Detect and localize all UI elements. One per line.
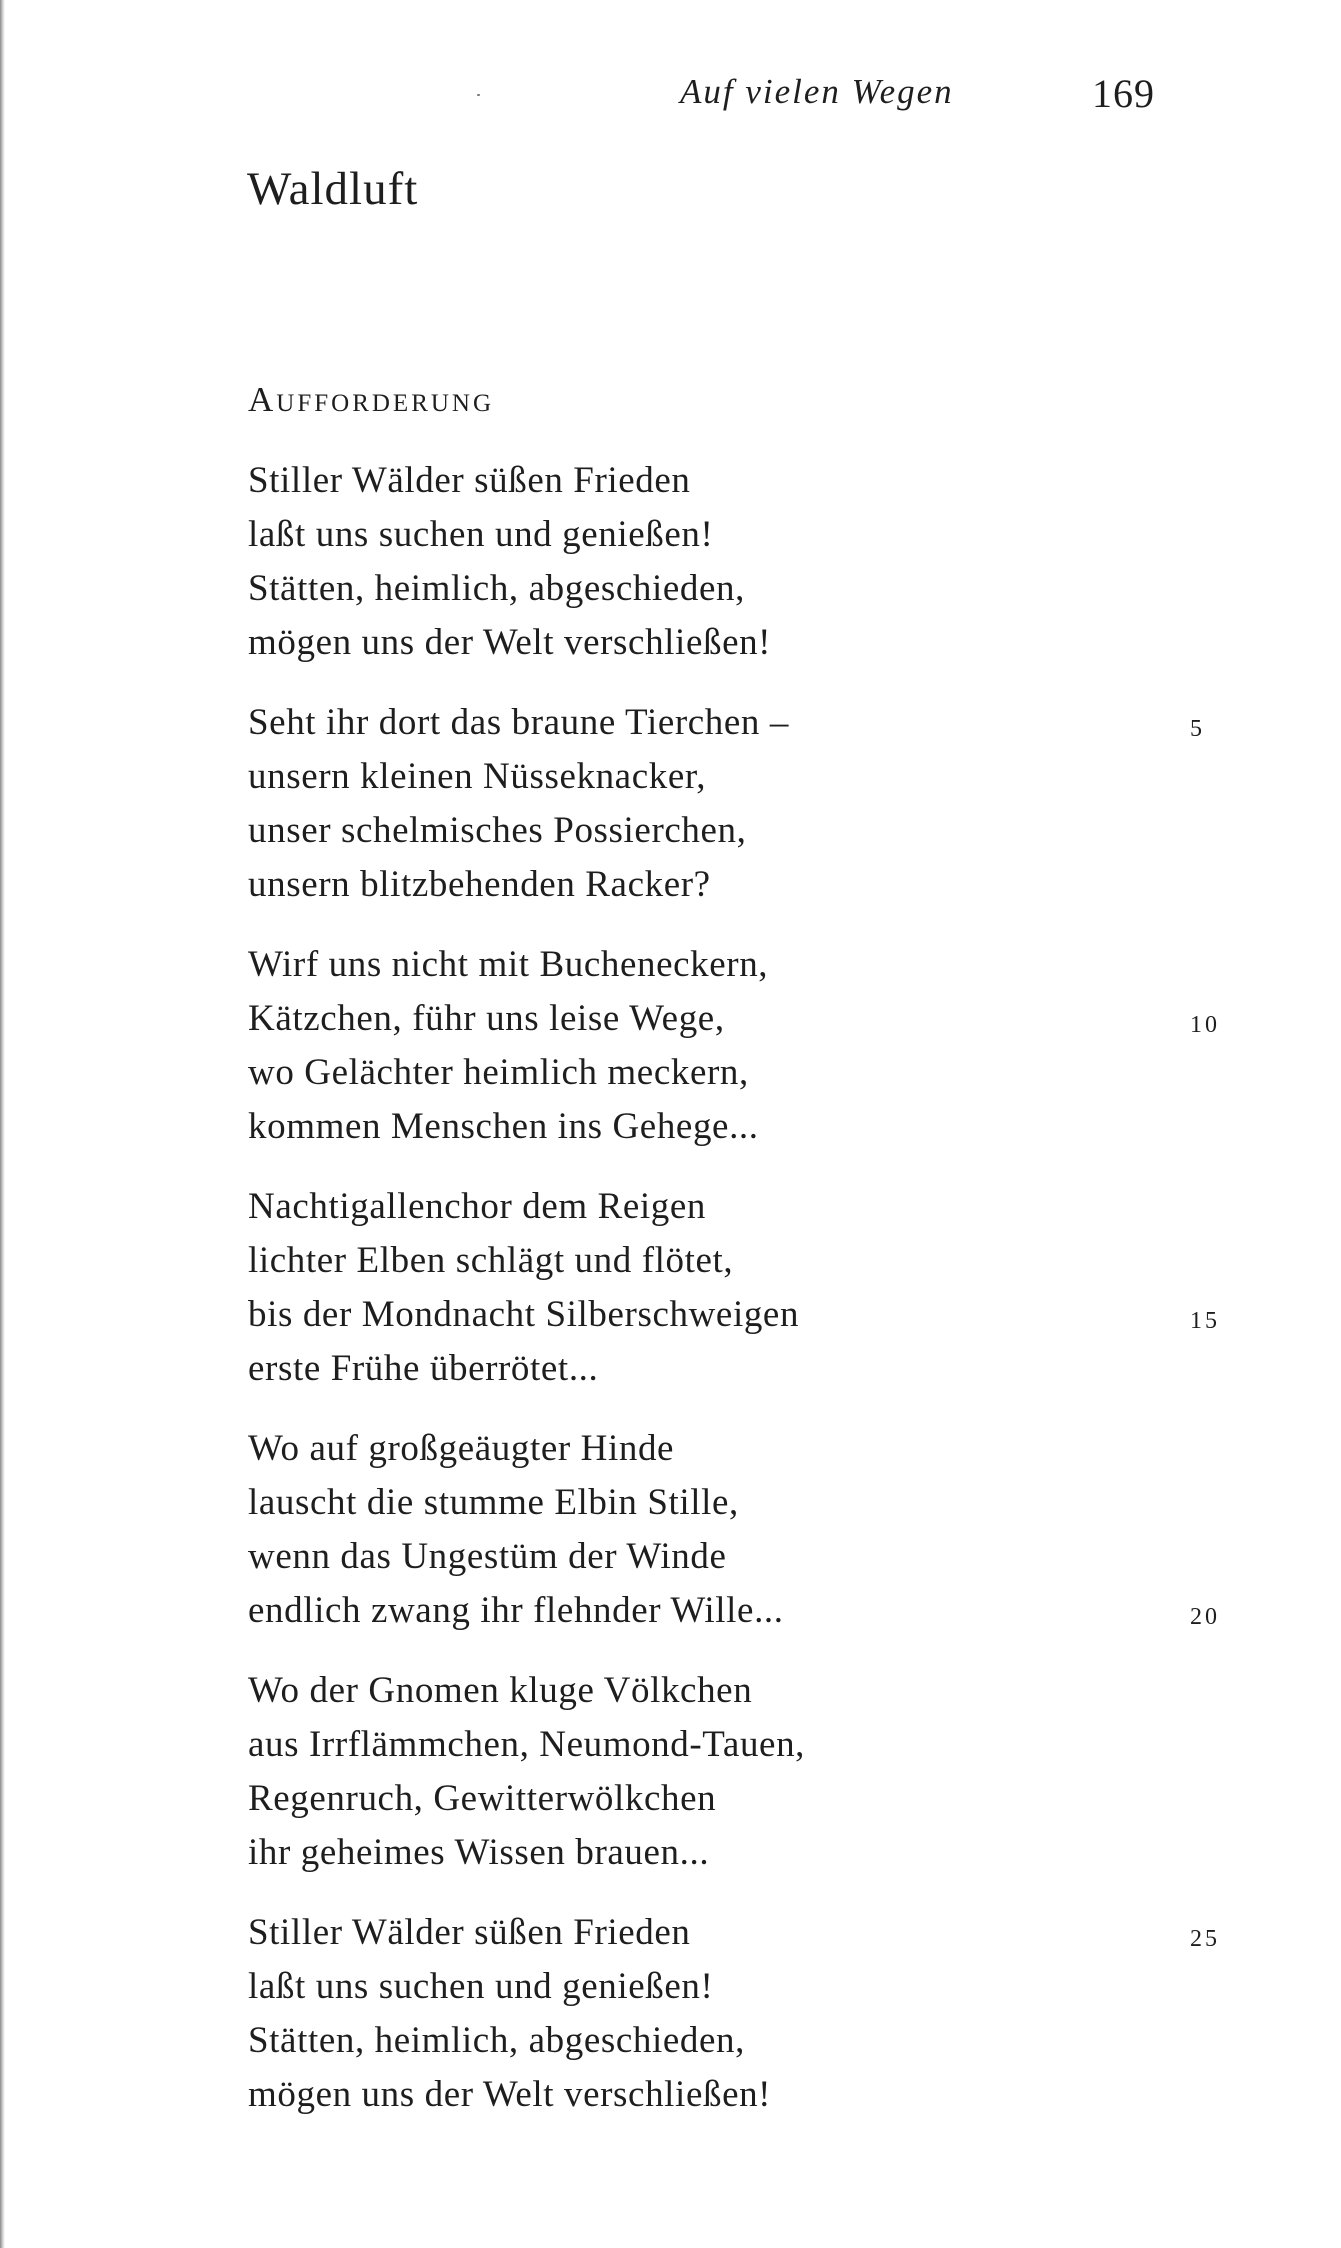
line-number: 20 — [1190, 1604, 1220, 1630]
running-head — [0, 72, 1341, 132]
stanza — [248, 938, 1248, 1154]
poem-line-text: ihr geheimes Wissen brauen... — [248, 1832, 710, 1873]
poem-line-text: Regenruch, Gewitterwölkchen — [248, 1778, 717, 1819]
poem-line-text: Seht ihr dort das braune Tierchen – — [248, 702, 789, 743]
stanza — [248, 454, 1248, 670]
poem-line-text: lauscht die stumme Elbin Stille, — [248, 1482, 739, 1523]
poem-line — [248, 1180, 1248, 1234]
poem-line-text: Kätzchen, führ uns leise Wege, — [248, 998, 725, 1039]
poem-line-text: bis der Mondnacht Silberschweigen — [248, 1294, 800, 1335]
poem-title: Waldluft — [247, 163, 419, 215]
poem-line — [248, 454, 1248, 508]
poem-line — [248, 562, 1248, 616]
poem-body — [248, 454, 1248, 2148]
poem-line — [248, 1476, 1248, 1530]
poem-line-text: Stätten, heimlich, abgeschieden, — [248, 568, 745, 609]
poem-line — [248, 858, 1248, 912]
poem-line — [248, 2014, 1248, 2068]
page-number: 169 — [1092, 71, 1155, 116]
poem-line — [248, 1960, 1248, 2014]
poem-line-text: unsern kleinen Nüsseknacker, — [248, 756, 707, 797]
poem-line — [248, 1772, 1248, 1826]
poem-line — [248, 2068, 1248, 2122]
poem-line-text: Stiller Wälder süßen Frieden — [248, 1912, 691, 1953]
poem-line — [248, 1664, 1248, 1718]
poem-line-text: lichter Elben schlägt und flötet, — [248, 1240, 734, 1281]
line-number: 15 — [1190, 1308, 1220, 1334]
poem-line — [248, 1100, 1248, 1154]
stanza — [248, 1906, 1248, 2122]
poem-line-text: erste Frühe überrötet... — [248, 1348, 599, 1389]
poem-line — [248, 1906, 1248, 1960]
stanza — [248, 1664, 1248, 1880]
poem-line-text: Wo auf großgeäugter Hinde — [248, 1428, 675, 1469]
running-title: Auf vielen Wegen — [680, 72, 954, 111]
poem-line — [248, 1288, 1248, 1342]
poem-line — [248, 1584, 1248, 1638]
section-heading: Aufforderung — [248, 380, 495, 419]
line-number: 10 — [1190, 1012, 1220, 1038]
line-number: 5 — [1190, 716, 1205, 742]
poem-line — [248, 1718, 1248, 1772]
poem-line-text: mögen uns der Welt verschließen! — [248, 622, 772, 663]
poem-line-text: kommen Menschen ins Gehege... — [248, 1106, 759, 1147]
poem-line — [248, 750, 1248, 804]
poem-line — [248, 1046, 1248, 1100]
poem-line-text: wenn das Ungestüm der Winde — [248, 1536, 727, 1577]
poem-line — [248, 992, 1248, 1046]
poem-line-text: unsern blitzbehenden Racker? — [248, 864, 711, 905]
poem-line-text: unser schelmisches Possierchen, — [248, 810, 747, 851]
stanza — [248, 696, 1248, 912]
poem-line — [248, 1234, 1248, 1288]
poem-line — [248, 804, 1248, 858]
poem-line-text: laßt uns suchen und genießen! — [248, 1966, 714, 2007]
poem-line-text: Stätten, heimlich, abgeschieden, — [248, 2020, 745, 2061]
poem-line — [248, 1826, 1248, 1880]
page-edge-shadow — [0, 0, 5, 2248]
poem-line-text: Wirf uns nicht mit Bucheneckern, — [248, 944, 769, 985]
poem-line-text: Stiller Wälder süßen Frieden — [248, 460, 691, 501]
poem-line-text: Nachtigallenchor dem Reigen — [248, 1186, 706, 1227]
poem-line — [248, 1342, 1248, 1396]
poem-line — [248, 696, 1248, 750]
poem-line-text: mögen uns der Welt verschließen! — [248, 2074, 772, 2115]
poem-line — [248, 1530, 1248, 1584]
poem-line — [248, 616, 1248, 670]
poem-line-text: laßt uns suchen und genießen! — [248, 514, 714, 555]
poem-line-text: wo Gelächter heimlich meckern, — [248, 1052, 749, 1093]
poem-line — [248, 1422, 1248, 1476]
stanza — [248, 1180, 1248, 1396]
poem-line — [248, 938, 1248, 992]
poem-line — [248, 508, 1248, 562]
poem-line-text: Wo der Gnomen kluge Völkchen — [248, 1670, 753, 1711]
line-number: 25 — [1190, 1926, 1220, 1952]
poem-line-text: aus Irrflämmchen, Neumond-Tauen, — [248, 1724, 806, 1765]
stanza — [248, 1422, 1248, 1638]
poem-line-text: endlich zwang ihr flehnder Wille... — [248, 1590, 784, 1631]
